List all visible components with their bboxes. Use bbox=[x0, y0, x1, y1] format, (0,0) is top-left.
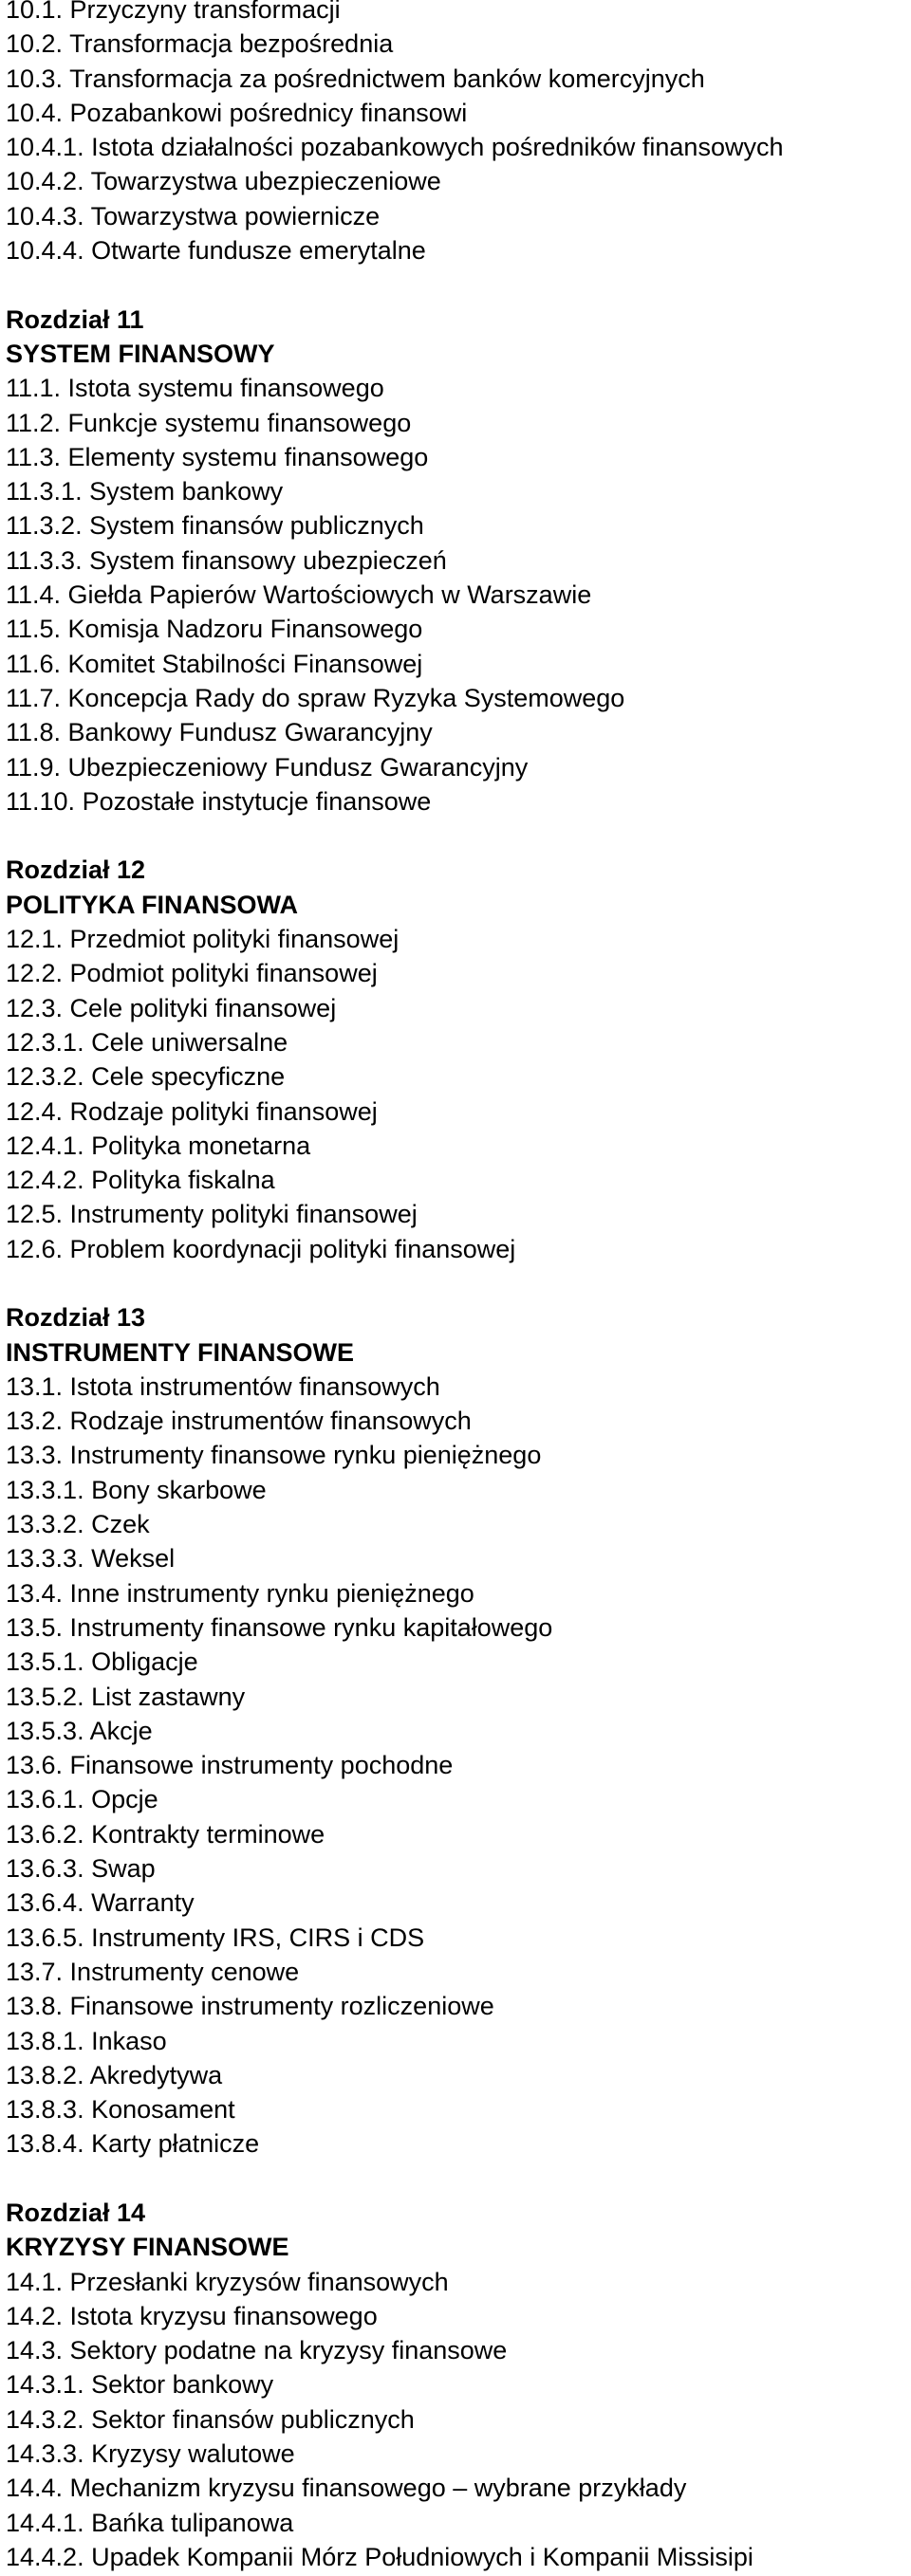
toc-entry: 13.6.4. Warranty bbox=[6, 1888, 195, 1918]
toc-entry: 10.3. Transformacja za pośrednictwem banków komercyjnych bbox=[6, 64, 705, 93]
chapter-number: Rozdział 14 bbox=[6, 2199, 146, 2227]
toc-entry: 14.2. Istota kryzysu finansowego bbox=[6, 2301, 378, 2330]
chapter-number: Rozdział 12 bbox=[6, 856, 146, 885]
toc-entry: 12.3. Cele polityki finansowej bbox=[6, 993, 337, 1022]
toc-entry: 10.2. Transformacja bezpośrednia bbox=[6, 29, 394, 59]
toc-entry: 13.6. Finansowe instrumenty pochodne bbox=[6, 1751, 454, 1780]
toc-entry: 11.5. Komisja Nadzoru Finansowego bbox=[6, 615, 423, 644]
toc-entry: 14.3.1. Sektor bankowy bbox=[6, 2370, 274, 2400]
chapter-number: Rozdział 11 bbox=[6, 304, 144, 334]
toc-entry: 10.1. Przyczyny transformacji bbox=[6, 0, 341, 24]
toc-entry: 13.8.4. Karty płatnicze bbox=[6, 2129, 260, 2159]
toc-entry: 13.5. Instrumenty finansowe rynku kapitałowego bbox=[6, 1612, 553, 1642]
toc-entry: 11.3. Elementy systemu finansowego bbox=[6, 442, 429, 471]
chapter-12 bbox=[6, 853, 911, 1266]
toc-entry: 10.4.2. Towarzystwa ubezpieczeniowe bbox=[6, 167, 441, 196]
toc-entry: 14.4.2. Upadek Kompanii Mórz Południowych i Kompanii Missisipi bbox=[6, 2542, 753, 2571]
toc-entry: 13.2. Rodzaje instrumentów finansowych bbox=[6, 1407, 472, 1436]
toc-entry: 12.6. Problem koordynacji polityki finansowej bbox=[6, 1234, 516, 1263]
chapter-13 bbox=[6, 1300, 911, 2161]
toc-entry: 13.8.2. Akredytywa bbox=[6, 2060, 223, 2089]
toc-entry: 10.4. Pozabankowi pośrednicy finansowi bbox=[6, 98, 468, 127]
chapter-title: KRYZYSY FINANSOWE bbox=[6, 2233, 289, 2262]
spacer bbox=[6, 2162, 911, 2196]
spacer bbox=[6, 819, 911, 853]
chapter-title: POLITYKA FINANSOWA bbox=[6, 890, 298, 919]
toc-entry: 13.3.1. Bony skarbowe bbox=[6, 1475, 267, 1504]
toc-entry: 13.5.1. Obligacje bbox=[6, 1647, 198, 1677]
toc-entry: 11.3.1. System bankowy bbox=[6, 477, 284, 506]
toc-entry: 13.8.1. Inkaso bbox=[6, 2026, 167, 2055]
toc-entry: 13.8. Finansowe instrumenty rozliczeniowe bbox=[6, 1992, 494, 2021]
toc-entry: 13.6.1. Opcje bbox=[6, 1785, 158, 1814]
toc-entry: 11.7. Koncepcja Rady do spraw Ryzyka Systemowego bbox=[6, 683, 625, 712]
spacer bbox=[6, 1266, 911, 1300]
toc-entry: 11.4. Giełda Papierów Wartościowych w Warszawie bbox=[6, 580, 592, 610]
toc-entry: 14.4. Mechanizm kryzysu finansowego – wybrane przykłady bbox=[6, 2474, 687, 2503]
toc-entry: 12.3.2. Cele specyficzne bbox=[6, 1062, 286, 1092]
toc-entry: 13.3.2. Czek bbox=[6, 1510, 150, 1539]
toc-entry: 10.4.4. Otwarte fundusze emerytalne bbox=[6, 236, 426, 266]
toc-entry: 12.5. Instrumenty polityki finansowej bbox=[6, 1200, 418, 1229]
toc-entry: 13.3. Instrumenty finansowe rynku pieniężnego bbox=[6, 1441, 542, 1470]
toc-entry: 13.8.3. Konosament bbox=[6, 2095, 235, 2125]
toc-entry: 11.1. Istota systemu finansowego bbox=[6, 374, 384, 403]
toc-entry: 13.7. Instrumenty cenowe bbox=[6, 1957, 300, 1986]
toc-entry: 10.4.3. Towarzystwa powiernicze bbox=[6, 201, 381, 230]
chapter-10-continuation bbox=[6, 0, 911, 267]
toc-entry: 12.3.1. Cele uniwersalne bbox=[6, 1027, 288, 1057]
toc-entry: 11.2. Funkcje systemu finansowego bbox=[6, 408, 412, 437]
spacer bbox=[6, 267, 911, 302]
toc-entry: 12.4.1. Polityka monetarna bbox=[6, 1131, 311, 1160]
toc-entry: 14.3.3. Kryzysy walutowe bbox=[6, 2439, 295, 2469]
chapter-title: SYSTEM FINANSOWY bbox=[6, 339, 275, 368]
toc-entry: 14.3.2. Sektor finansów publicznych bbox=[6, 2404, 415, 2434]
toc-entry: 13.4. Inne instrumenty rynku pieniężnego bbox=[6, 1578, 474, 1608]
chapter-number: Rozdział 13 bbox=[6, 1303, 146, 1333]
toc-entry: 12.4.2. Polityka fiskalna bbox=[6, 1166, 275, 1195]
toc-entry: 13.3.3. Weksel bbox=[6, 1544, 176, 1573]
toc-entry: 12.4. Rodzaje polityki finansowej bbox=[6, 1096, 378, 1126]
chapter-11 bbox=[6, 303, 911, 819]
toc-entry: 11.8. Bankowy Fundusz Gwarancyjny bbox=[6, 718, 433, 747]
toc-entry: 11.9. Ubezpieczeniowy Fundusz Gwarancyjny bbox=[6, 752, 529, 782]
toc-entry: 12.1. Przedmiot polityki finansowej bbox=[6, 925, 400, 954]
toc-entry: 10.4.1. Istota działalności pozabankowych pośredników finansowych bbox=[6, 133, 784, 162]
toc-entry: 11.3.2. System finansów publicznych bbox=[6, 511, 424, 541]
toc-entry: 12.2. Podmiot polityki finansowej bbox=[6, 959, 378, 988]
toc-entry: 13.6.3. Swap bbox=[6, 1854, 156, 1884]
toc-entry: 14.1. Przesłanki kryzysów finansowych bbox=[6, 2267, 449, 2296]
toc-entry: 13.5.3. Akcje bbox=[6, 1716, 153, 1745]
toc-entry: 13.6.5. Instrumenty IRS, CIRS i CDS bbox=[6, 1923, 425, 1952]
toc-entry: 14.4.1. Bańka tulipanowa bbox=[6, 2508, 294, 2537]
toc-entry: 13.5.2. List zastawny bbox=[6, 1682, 246, 1711]
toc-entry: 11.10. Pozostałe instytucje finansowe bbox=[6, 786, 432, 816]
chapter-title: INSTRUMENTY FINANSOWE bbox=[6, 1337, 355, 1367]
toc-entry: 14.3. Sektory podatne na kryzysy finansowe bbox=[6, 2336, 508, 2365]
chapter-14 bbox=[6, 2196, 911, 2574]
toc-entry: 11.3.3. System finansowy ubezpieczeń bbox=[6, 545, 447, 575]
toc-entry: 13.6.2. Kontrakty terminowe bbox=[6, 1819, 325, 1849]
toc-entry: 11.6. Komitet Stabilności Finansowej bbox=[6, 649, 423, 678]
toc-entry: 13.1. Istota instrumentów finansowych bbox=[6, 1371, 440, 1401]
